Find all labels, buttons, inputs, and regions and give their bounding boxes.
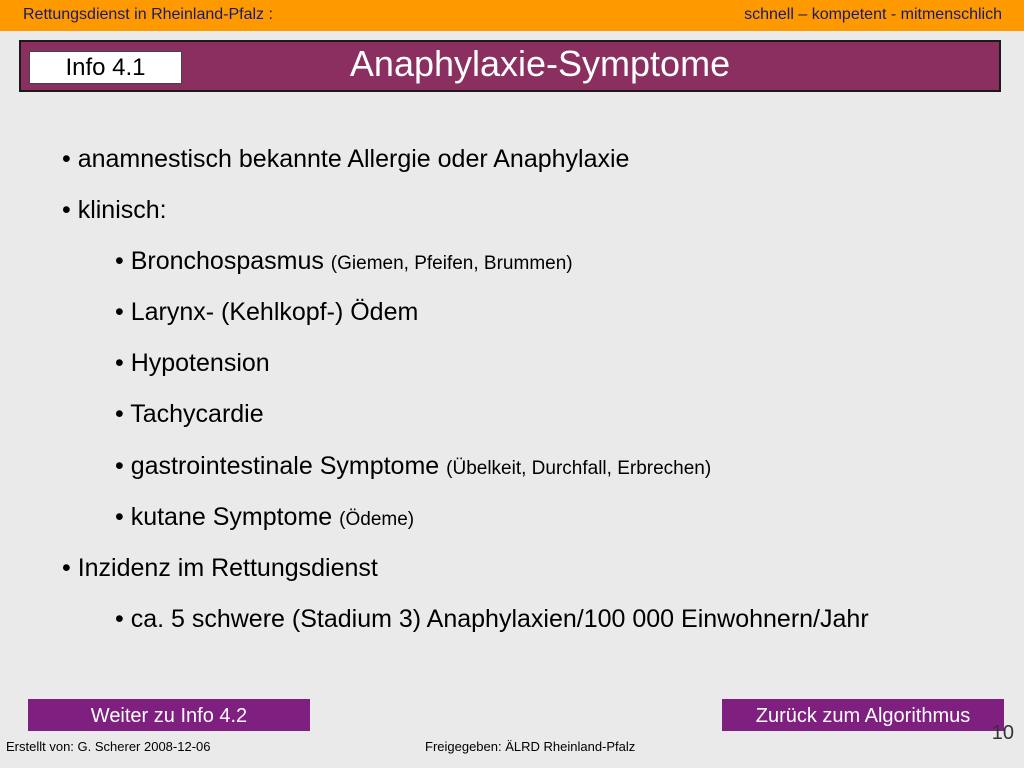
header-bar (0, 0, 1024, 31)
next-info-button[interactable]: Weiter zu Info 4.2 (28, 699, 310, 731)
list-item: • ca. 5 schwere (Stadium 3) Anaphylaxien/100 000 Einwohnern/Jahr (115, 605, 869, 633)
title-bar (19, 40, 1001, 92)
list-item: • Hypotension (115, 349, 270, 377)
list-item: • anamnestisch bekannte Allergie oder Anaphylaxie (62, 145, 630, 173)
footer-approved: Freigegeben: ÄLRD Rheinland-Pfalz (425, 739, 636, 754)
list-item: • Bronchospasmus (Giemen, Pfeifen, Brummen) (115, 247, 573, 275)
list-item: • Tachycardie (115, 400, 264, 428)
list-item: • Inzidenz im Rettungsdienst (62, 554, 378, 582)
page-title: Anaphylaxie-Symptome (349, 43, 731, 84)
header-left-text: Rettungsdienst in Rheinland-Pfalz : (23, 6, 273, 23)
back-to-algorithm-button[interactable]: Zurück zum Algorithmus (722, 699, 1004, 731)
list-item: • klinisch: (62, 196, 167, 224)
list-item: • gastrointestinale Symptome (Übelkeit, Durchfall, Erbrechen) (115, 452, 712, 480)
list-item: • Larynx- (Kehlkopf-) Ödem (115, 298, 419, 326)
header-right-text: schnell – kompetent - mitmenschlich (744, 6, 1002, 23)
list-item: • kutane Symptome (Ödeme) (115, 503, 415, 531)
slide-number: 10 (991, 722, 1014, 744)
footer-created: Erstellt von: G. Scherer 2008-12-06 (6, 739, 211, 754)
info-badge: Info 4.1 (29, 51, 182, 84)
